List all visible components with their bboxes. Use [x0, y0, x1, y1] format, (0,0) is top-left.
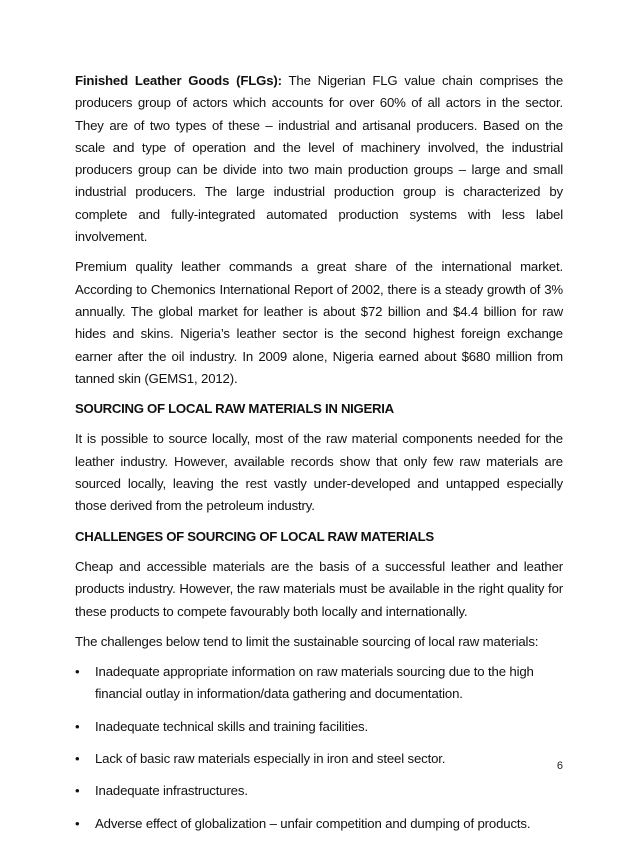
paragraph-premium-leather: Premium quality leather commands a great share of the international market. According to Chemonics International Report of 2002, there is a steady growth of 3% annually. The global market for leather is about $72 billion and $4.4 billion for raw hides and skins. Nigeria’s leather sector is the second highest foreign exchange earner after the oil industry. In 2009 alone, Nigeria earned about $680 million from tanned skin (GEMS1, 2012). — [75, 259, 563, 386]
paragraph-sourcing: It is possible to source locally, most of the raw material components needed for the leather industry. However, available records show that only few raw materials are sourced locally, leaving the rest vastly under-developed and untapped especially those derived from the petroleum industry. — [75, 431, 563, 514]
list-item-text: Inadequate technical skills and training facilities. — [95, 718, 368, 734]
paragraph-body: The Nigerian FLG value chain comprises the producers group of actors which accounts for over 60% of all actors in the sector. They are of two types of these – industrial and artisanal producers. Based on the scale and type of operation and the level of machinery involved, the industrial producers group can be divide into two main production groups – large and small industrial producers. The large industrial production group is characterized by complete and fully-integrated automated production systems with less label involvement. — [75, 73, 564, 245]
bullet-icon: • — [75, 718, 80, 734]
list-item-text: Inadequate infrastructures. — [95, 783, 248, 799]
heading-challenges-of-sourcing: CHALLENGES OF SOURCING OF LOCAL RAW MATERIALS — [75, 528, 434, 544]
bullet-icon: • — [75, 751, 80, 767]
page-number: 6 — [556, 760, 563, 772]
paragraph-lead-term: Finished Leather Goods (FLGs): — [75, 73, 282, 88]
list-item — [75, 716, 563, 738]
list-item — [75, 661, 563, 706]
list-item-text: Adverse effect of globalization – unfair competition and dumping of products. — [95, 815, 531, 831]
document-page — [75, 70, 563, 845]
list-item-text: Lack of basic raw materials especially in iron and steel sector. — [95, 751, 446, 767]
paragraph-challenges: Cheap and accessible materials are the basis of a successful leather and leather products industry. However, the raw materials must be available in the right quality for these products to compete favourably both locally and internationally. — [75, 558, 563, 619]
list-item-text: Inadequate appropriate information on raw materials sourcing due to the high financial outlay in information/data gathering and documentation. — [95, 664, 534, 702]
list-item — [75, 780, 563, 802]
list-item — [75, 813, 563, 835]
bullet-icon: • — [75, 664, 80, 680]
bullet-icon: • — [75, 783, 80, 799]
challenges-list — [75, 661, 563, 835]
list-item — [75, 748, 563, 770]
heading-sourcing-local-raw-materials: SOURCING OF LOCAL RAW MATERIALS IN NIGERIA — [75, 401, 394, 417]
paragraph-challenges-intro: The challenges below tend to limit the sustainable sourcing of local raw materials: — [75, 633, 539, 649]
bullet-icon: • — [75, 815, 80, 831]
paragraph-finished-leather-goods — [75, 70, 563, 248]
